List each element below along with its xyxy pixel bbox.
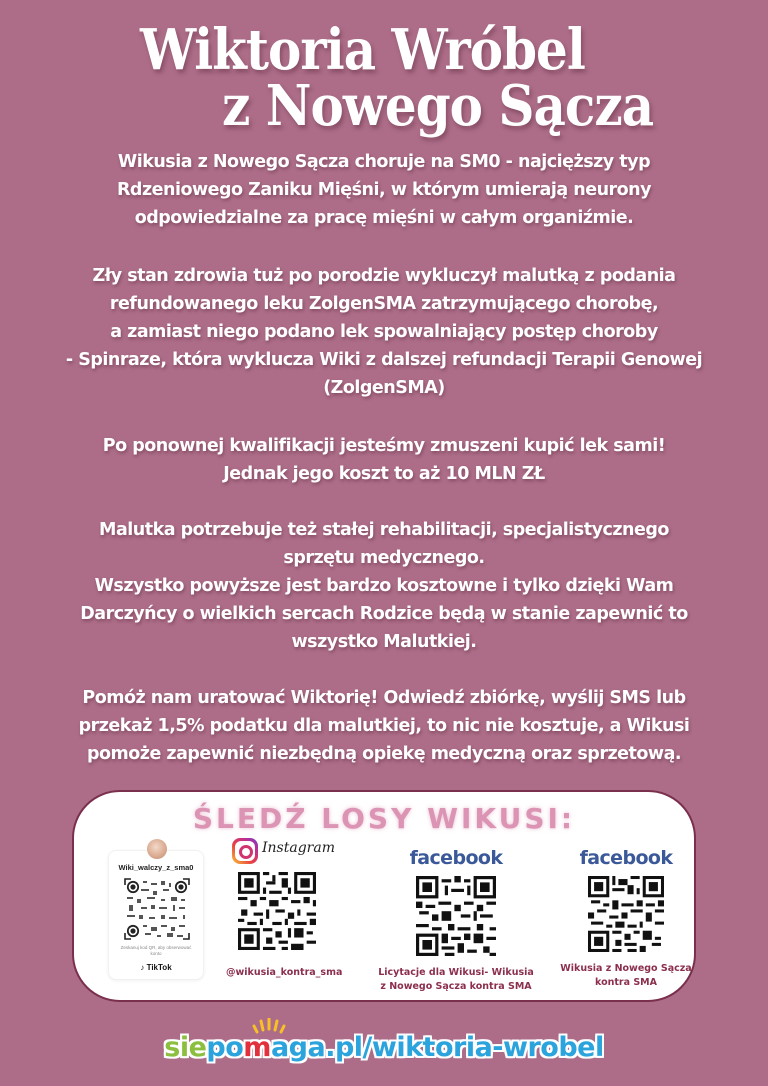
title-city: z Nowego Sącza [222,72,654,139]
facebook-page-section[interactable] [546,846,706,990]
tiktok-icon: ♪ [140,963,145,972]
caption-line: Licytacje dla Wikusi- Wikusia [378,967,534,978]
text-line: Rdzeniowego Zaniku Mięśni, w którym umierają neurony [116,180,652,200]
facebook-auctions-caption[interactable] [370,966,542,994]
avatar [147,839,167,859]
instagram-label: Instagram [262,840,335,856]
text-line: Wszystko powyższe jest bardzo kosztowne i tylko dzięki Wam [94,576,674,596]
text-line: Pomóż nam uratować Wiktorię! Odwiedź zbiórkę, wyślij SMS lub [82,688,686,708]
tiktok-logo [109,963,203,972]
instagram-qr-code-icon[interactable] [238,872,316,950]
url-part: sie [164,1032,207,1063]
paragraph-rehabilitation [20,516,748,656]
url-part: aga.pl/wiktoria-wrobel [270,1032,604,1063]
text-line: a zamiast niego podano lek spowalniający postęp choroby [110,322,658,342]
instagram-section[interactable] [222,836,352,980]
instagram-icon [232,838,258,864]
tiktok-qr-card[interactable] [108,850,204,980]
text-line: Jednak jego koszt to aż 10 MLN ZŁ [223,464,545,484]
text-line: Darczyńcy o wielkich sercach Rodzice będą w stanie zapewnić to [80,604,688,624]
tiktok-username: Wiki_walczy_z_sma0 [118,863,194,872]
text-line: Po ponownej kwalifikacji jesteśmy zmuszeni kupić lek sami! [102,436,666,456]
instagram-handle[interactable]: @wikusia_kontra_sma [226,967,343,978]
text-line: odpowiedzialne za pracę mięśni w całym organiźmie. [134,208,634,228]
text-line: refundowanego leku ZolgenSMA zatrzymującego chorobę, [109,294,659,314]
social-links-card [72,790,696,1002]
paragraph-diagnosis [20,148,748,232]
text-line: (ZolgenSMA) [323,378,445,398]
facebook-page-caption[interactable] [546,962,706,990]
caption-line: Wikusia z Nowego Sącza [560,963,692,974]
heart-icon: m [243,1032,271,1063]
facebook-auctions-section[interactable] [370,846,542,994]
facebook-logo: facebook [409,847,503,869]
text-line: pomoże zapewnić niezbędną opiekę medyczną oraz sprzetową. [86,744,682,764]
facebook-logo: facebook [579,847,673,869]
url-part: po [206,1032,244,1063]
paragraph-cost [20,432,748,488]
text-line: Zły stan zdrowia tuż po porodzie wykluczył malutką z podania [92,266,676,286]
text-line: Wikusia z Nowego Sącza choruje na SM0 - najcięższy typ [117,152,651,172]
paragraph-call-to-action [20,684,748,768]
tiktok-scan-hint: Zeskanuj kod QR, aby obserwować konto [120,945,192,956]
social-card-heading: ŚLEDŹ LOSY WIKUSI: [192,802,576,835]
siepomaga-link[interactable] [0,1032,768,1063]
instagram-header [222,836,352,866]
text-line: sprzętu medycznego. [283,548,485,568]
tiktok-qr-code-icon[interactable] [123,877,191,941]
text-line: wszystko Malutkiej. [291,632,477,652]
tiktok-label: TikTok [146,963,172,972]
text-line: - Spinraze, która wyklucza Wiki z dalszej refundacji Terapii Genowej [65,350,703,370]
title-name: Wiktoria Wróbel [140,16,585,83]
text-line: przekaż 1,5% podatku dla malutkiej, to nic nie kosztuje, a Wikusi [78,716,690,736]
facebook-page-qr-code-icon[interactable] [588,876,664,952]
text-line: Malutka potrzebuje też stałej rehabilitacji, specjalistycznego [99,520,669,540]
caption-line: z Nowego Sącza kontra SMA [380,981,532,992]
caption-line: kontra SMA [595,977,657,988]
facebook-auctions-qr-code-icon[interactable] [416,876,496,956]
paragraph-treatment [20,262,748,402]
